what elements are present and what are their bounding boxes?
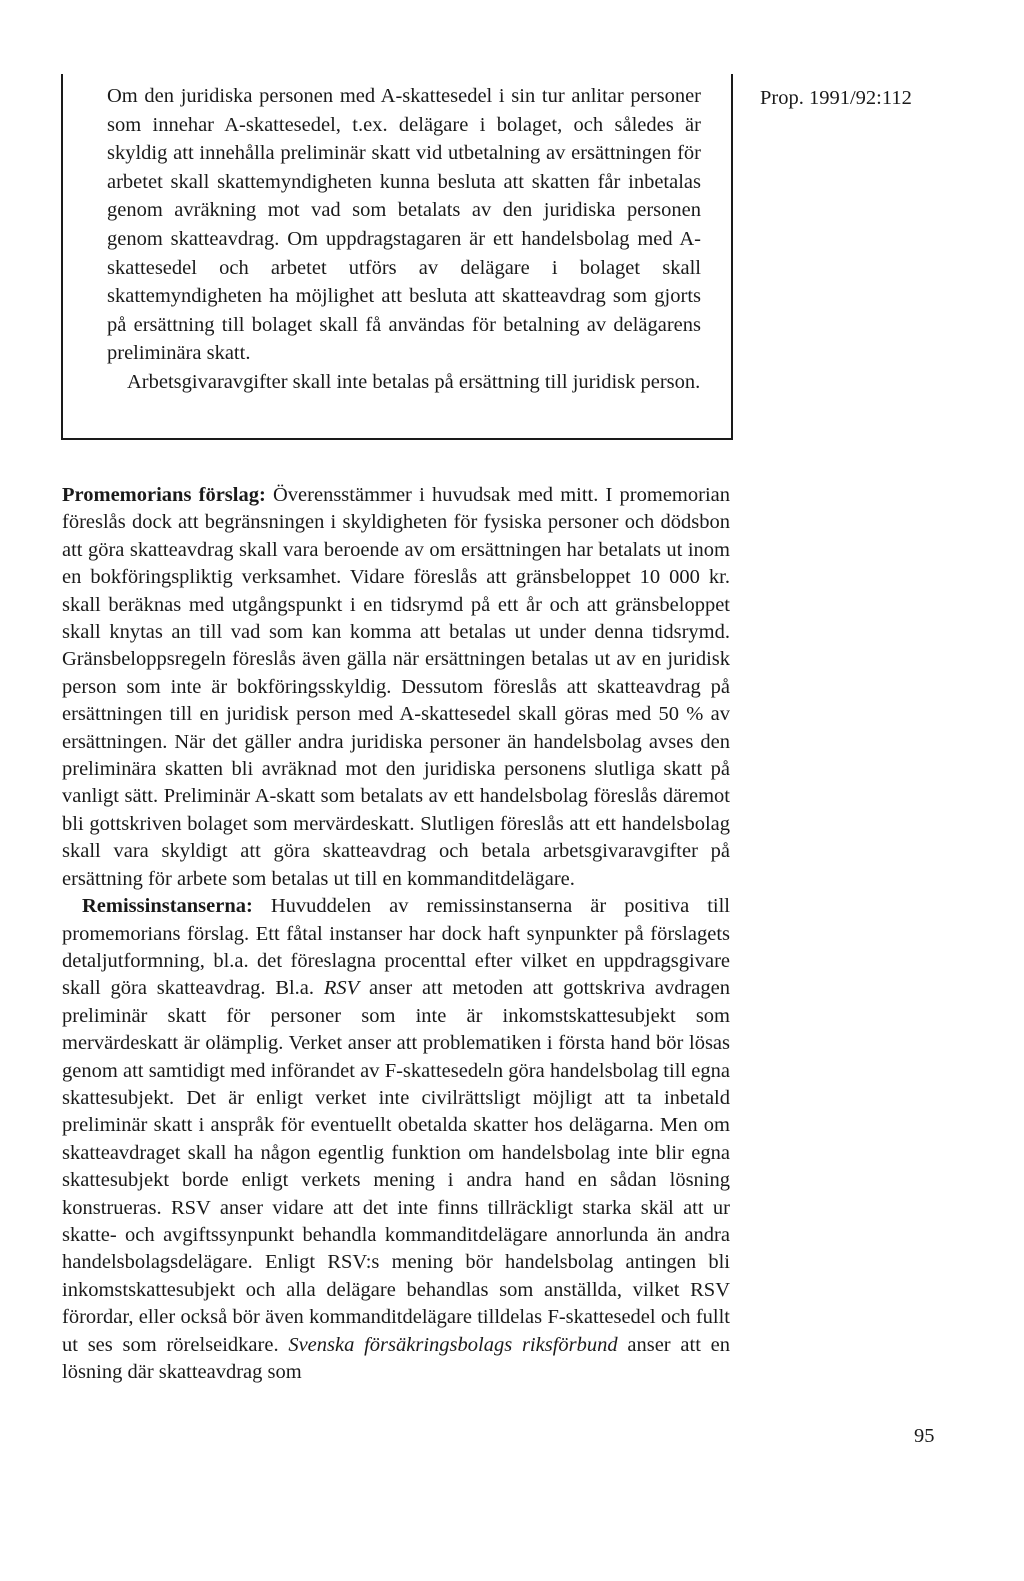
promemoria-heading: Promemorians förslag: xyxy=(62,484,266,506)
remiss-text-c: anser att en lösning där skatteavdrag som xyxy=(62,1333,730,1383)
remiss-heading: Remissinstanserna: xyxy=(82,895,253,918)
remiss-paragraph xyxy=(62,893,730,1386)
remiss-text-a: Huvuddelen av remissinstanserna är positiva till promemorians förslag. Ett fåtal instanser har dock haft synpunkter på förslagets detaljutformning, bl.a. det föreslagna procenttal efter vilket en uppdragsgivare skall göra skatteavdrag. Bl.a. xyxy=(62,895,730,1000)
remiss-text-b: anser att metoden att gottskriva avdragen preliminär skatt för personer som inte är inkomstskattesubjekt som mervärdeskatt är olämplig. Verket anser att problematiken i första hand bör lösas genom att samtidigt med införandet av F-skattesedeln göra handelsbolag till egna skattesubjekt. Det är enligt verket inte civilrättsligt möjligt att ta inbetald preliminär skatt i anspråk för eventuellt obetalda skatter hos delägarna. Men om skatteavdraget skall ha någon egentlig funktion om handelsbolag inte blir egna skattesubjekt borde enligt verkets mening i andra hand en sådan lösning konstrueras. RSV anser vidare att det inte finns tillräckligt starka skäl att ur skatte- och avgiftssynpunkt behandla kommanditdelägare annorlunda än andra handelsbolagsdelägare. Enligt RSV:s mening bör handelsbolag antingen bli inkomstskattesubjekt och alla delägare behandlas som anställda, vilket RSV förordar, eller också bör även kommanditdelägare tilldelas F-skattesedel och fullt ut ses som rörelseidkare. xyxy=(62,977,731,1356)
proposal-box-text xyxy=(107,82,701,397)
proposition-reference: Prop. 1991/92:112 xyxy=(760,87,912,109)
promemoria-text: Överensstämmer i huvudsak med mitt. I promemorian föreslås dock att begränsningen i skyldigheten för fysiska personer och dödsbon att göra skatteavdrag skall vara beroende av om ersättningen har betalats ut inom en bokföringspliktig verksamhet. Vidare föreslås att gränsbeloppet 10 000 kr. skall beräknas med utgångspunkt i en tidsrymd på ett år och att gränsbeloppet skall knytas an till vad som kan komma att betalas ut under denna tidsrymd. Gränsbeloppsregeln föreslås även gälla när ersättningen betalas ut av en juridisk person som inte är bokföringsskyldig. Dessutom föreslås att skatteavdrag på ersättningen till en juridisk person med A-skattesedel skall göras med 50 % av ersättningen. När det gäller andra juridiska personer än handelsbolag avses den preliminära skatten bli avräknad mot den juridiska personens slutliga skatt på vanligt sätt. Preliminär A-skatt som betalats av ett handelsbolag föreslås däremot bli gottskriven bolaget som mervärdeskatt. Slutligen föreslås att ett handelsbolag skall vara skyldigt att göra skatteavdrag och betala arbetsgivaravgifter på ersättning för arbete som betalas ut till en kommanditdelägare. xyxy=(62,484,730,890)
main-body-text xyxy=(62,482,730,1386)
organization-name: Svenska försäkringsbolags riksförbund xyxy=(288,1333,618,1356)
rsv-abbreviation: RSV xyxy=(323,977,360,1000)
promemoria-paragraph xyxy=(62,482,730,893)
proposal-paragraph-2: Arbetsgivaravgifter skall inte betalas på ersättning till juridisk person. xyxy=(127,370,701,393)
proposal-paragraph-1: Om den juridiska personen med A-skattesedel i sin tur anlitar personer som innehar A-skattesedel, t.ex. delägare i bolaget, och således är skyldig att innehålla preliminär skatt vid utbetalning av ersättningen för arbetet skall skattemyndigheten kunna besluta att skatten får inbetalas genom avräkning mot vad som betalats av den juridiska personen genom skatteavdrag. Om uppdragstagaren är ett handelsbolag med A-skattesedel och arbetet utförs av delägare i bolaget skall skattemyndigheten ha möjlighet att besluta att skatteavdrag som gjorts på ersättning till bolaget skall få användas för betalning av delägarens preliminära skatt. xyxy=(107,85,701,365)
page-number: 95 xyxy=(914,1425,935,1447)
